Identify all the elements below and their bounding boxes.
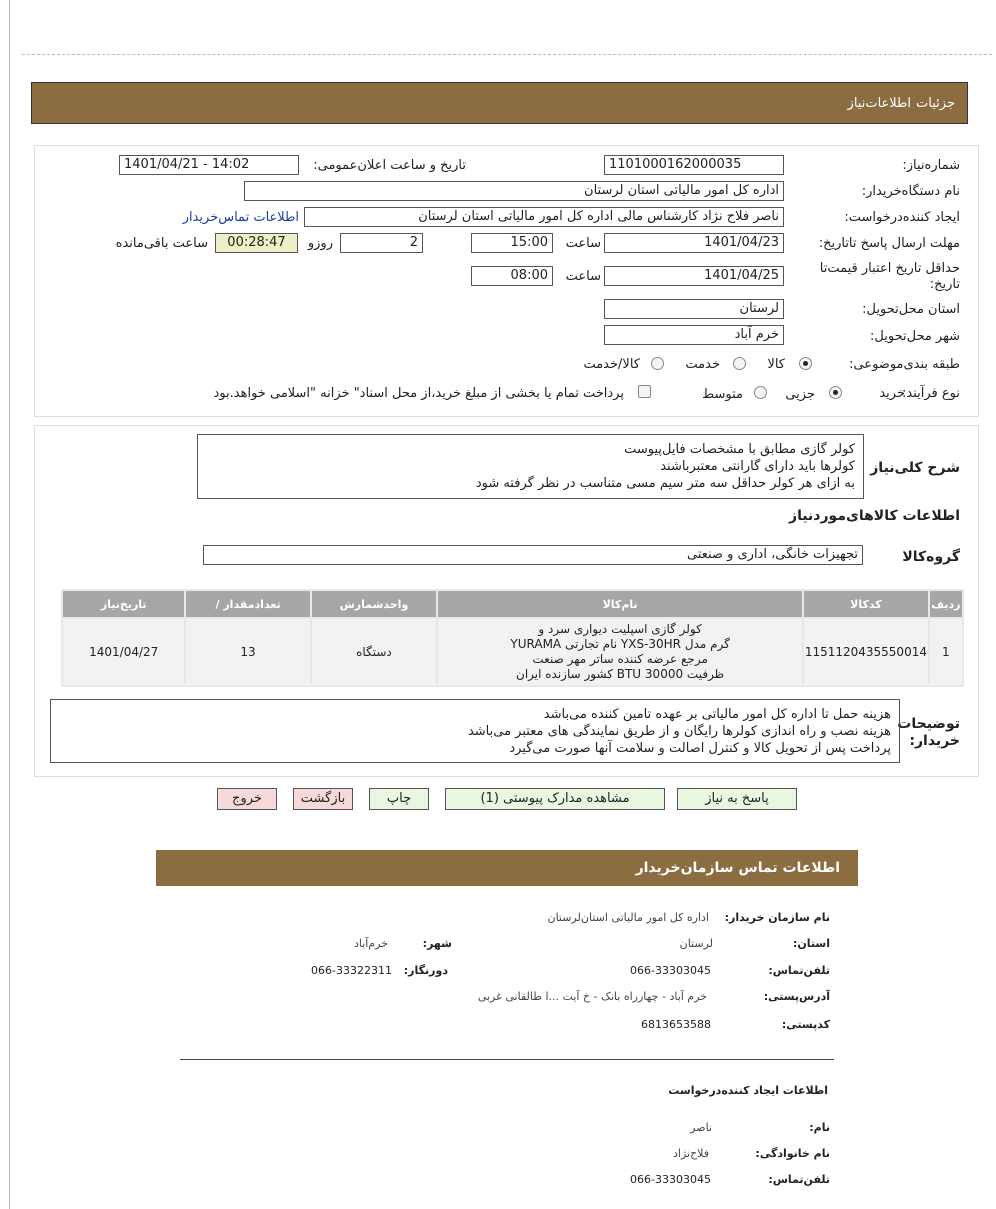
description-label: شرح کلی‌نیاز — [870, 460, 960, 476]
creator-info-title: اطلاعات ایجاد کننده‌درخواست — [668, 1084, 828, 1097]
contact-province-label: استان: — [793, 937, 830, 950]
col-header-name: نام‌کالا — [438, 591, 802, 617]
province-label: استان محل‌تحویل: — [862, 302, 960, 317]
reply-button[interactable]: پاسخ به نیاز — [677, 788, 797, 810]
col-header-index: ردیف — [930, 591, 962, 617]
address-value: خرم آباد - چهارراه بانک - خ آیت ...ا طالقانی غربی — [477, 990, 707, 1003]
contact-title: اطلاعات تماس سازمان‌خریدار — [635, 860, 840, 876]
goods-table — [61, 589, 964, 687]
announce-label: تاریخ و ساعت اعلان‌عمومی: — [313, 158, 466, 173]
tab-details[interactable]: جزئیات — [916, 96, 955, 111]
process-label: نوع فرآیند: — [902, 386, 960, 401]
cell-unit: دستگاه — [312, 619, 436, 685]
days-label: روزو — [307, 236, 333, 251]
fax-value: 066-33322311 — [311, 964, 392, 977]
cell-index: 1 — [930, 619, 962, 685]
cell-name-line: گرم مدل YXS-30HR نام تجارتی YURAMA — [510, 637, 730, 651]
contact-header-bar — [156, 850, 858, 886]
creator-name-value: ناصر — [690, 1121, 712, 1134]
creator-family-value: فلاح‌نژاد — [672, 1147, 709, 1160]
city-field: خرم آباد — [604, 325, 784, 345]
buyer-note-line: پرداخت پس از تحویل کالا و کنترل اصالت و سلامت آنها صورت می‌گیرد — [509, 741, 891, 756]
exit-button[interactable]: خروج — [217, 788, 277, 810]
creator-phone-label: تلفن‌تماس: — [768, 1173, 830, 1186]
buyer-notes-label — [897, 716, 960, 750]
creator-name-label: نام: — [809, 1121, 830, 1134]
col-header-unit: واحدشمارش — [312, 591, 436, 617]
print-button[interactable]: چاپ — [369, 788, 429, 810]
org-value: اداره کل امور مالیاتی استان‌لرستان — [547, 911, 709, 924]
process-buy-label: خرید — [879, 386, 905, 401]
description-line: کولرها باید دارای گارانتی معتبرباشند — [660, 459, 855, 474]
province-field: لرستان — [604, 299, 784, 319]
category-service-radio[interactable] — [733, 357, 746, 370]
address-label: آدرس‌پستی: — [763, 990, 830, 1003]
buyer-notes-label-line: خریدار: — [909, 733, 960, 749]
cell-qty: 13 — [186, 619, 309, 685]
process-medium-radio[interactable] — [754, 386, 767, 399]
contact-province-value: لرستان — [679, 937, 713, 950]
buyer-note-line: هزینه حمل تا اداره کل امور مالیاتی بر عهده تامین کننده می‌باشد — [543, 707, 891, 722]
contact-phone-value: 066-33303045 — [630, 964, 711, 977]
payment-checkbox[interactable] — [638, 385, 651, 398]
table-header-row — [63, 591, 962, 617]
contact-city-label: شهر: — [422, 937, 452, 950]
col-header-date: تاریخ‌نیاز — [63, 591, 184, 617]
validity-date-field: 1401/04/25 — [604, 266, 784, 286]
table-row — [63, 619, 962, 685]
validity-time-label: ساعت — [565, 269, 601, 284]
postal-value: 6813653588 — [641, 1018, 711, 1031]
remaining-label: ساعت باقی‌مانده — [115, 236, 208, 251]
view-docs-button[interactable]: مشاهده مدارک پیوستی (1) — [445, 788, 665, 810]
creator-family-label: نام خانوادگی: — [755, 1147, 830, 1160]
validity-time-field: 08:00 — [471, 266, 553, 286]
category-both-label: کالا/خدمت — [583, 357, 640, 372]
cell-date: 1401/04/27 — [63, 619, 184, 685]
process-partial-label: جزیی — [785, 387, 815, 402]
contact-divider — [180, 1059, 834, 1060]
validity-label: حداقل تاریخ اعتبار قیمت‌تا تاریخ: — [819, 261, 960, 292]
category-both-radio[interactable] — [651, 357, 664, 370]
cell-name-line: ظرفیت 30000 BTU کشور سازنده ایران — [516, 667, 725, 681]
buyer-contact-link[interactable]: اطلاعات تماس‌خریدار — [182, 210, 299, 225]
announce-field: 1401/04/21 - 14:02 — [119, 155, 299, 175]
city-label: شهر محل‌تحویل: — [870, 329, 960, 344]
creator-field: ناصر فلاح نژاد کارشناس مالی اداره کل امور مالیاتی استان لرستان — [304, 207, 784, 227]
category-service-label: خدمت — [685, 357, 720, 372]
goods-group-label: گروه‌کالا — [902, 549, 960, 565]
buyer-note-line: هزینه نصب و راه اندازی کولرها رایگان و از طریق نمایندگی های معتبر می‌باشد — [467, 724, 891, 739]
payment-note: پرداخت تمام یا بخشی از مبلغ خرید،از محل اسناد" خزانه "اسلامی خواهد.بود — [213, 386, 624, 401]
contact-phone-label: تلفن‌تماس: — [768, 964, 830, 977]
creator-phone-value: 066-33303045 — [630, 1173, 711, 1186]
header-bar — [31, 82, 968, 124]
contact-city-value: خرم‌آباد — [353, 937, 388, 950]
cell-name — [438, 619, 802, 685]
cell-name-line: مرجع عرضه کننده ساتر مهر صنعت — [532, 652, 708, 666]
buyer-label: نام دستگاه‌خریدار: — [861, 184, 960, 199]
days-field: 2 — [340, 233, 423, 253]
back-button[interactable]: بازگشت — [293, 788, 353, 810]
buyer-field: اداره کل امور مالیاتی استان لرستان — [244, 181, 784, 201]
col-header-qty: تعداد‌مقدار / — [186, 591, 309, 617]
need-number-label: شماره‌نیاز: — [902, 158, 960, 173]
fax-label: دورنگار: — [403, 964, 448, 977]
description-line: کولر گازی مطابق با مشخصات فایل‌پیوست — [624, 442, 855, 457]
category-label: طبقه بندی‌موضوعی: — [849, 357, 960, 372]
deadline-label: مهلت ارسال پاسخ تا‌تاریخ: — [818, 236, 960, 251]
description-line: به ازای هر کولر حداقل سه متر سیم مسی متناسب در نظر گرفته شود — [475, 476, 855, 491]
deadline-time-label: ساعت — [565, 236, 601, 251]
org-label: نام سازمان خریدار: — [724, 911, 830, 924]
postal-label: کد‌پستی: — [781, 1018, 830, 1031]
page-left-border — [9, 0, 10, 1209]
cell-name-line: کولر گازی اسپلیت دیواری سرد و — [538, 622, 702, 636]
goods-group-field: تجهیزات خانگی، اداری و صنعتی — [203, 545, 863, 565]
buyer-notes-label-line: توضیحات — [897, 716, 960, 732]
creator-label: ایجاد کننده‌درخواست: — [844, 210, 960, 225]
col-header-code: کدکالا — [804, 591, 928, 617]
need-number-field: 1101000162000035 — [604, 155, 784, 175]
tab-need-info[interactable]: اطلاعات‌نیاز — [847, 96, 911, 111]
goods-section-title: اطلاعات کالاهای‌موردنیاز — [789, 508, 960, 524]
buyer-notes-box — [50, 699, 900, 763]
deadline-date-field: 1401/04/23 — [604, 233, 784, 253]
category-goods-radio[interactable] — [799, 357, 812, 370]
deadline-time-field: 15:00 — [471, 233, 553, 253]
description-box — [197, 434, 864, 499]
cell-code: 1151120435550014 — [804, 619, 928, 685]
process-partial-radio[interactable] — [829, 386, 842, 399]
process-medium-label: متوسط — [702, 387, 743, 402]
dotted-divider — [22, 54, 992, 55]
category-goods-label: کالا — [767, 357, 785, 372]
remaining-timer: 00:28:47 — [215, 233, 298, 253]
